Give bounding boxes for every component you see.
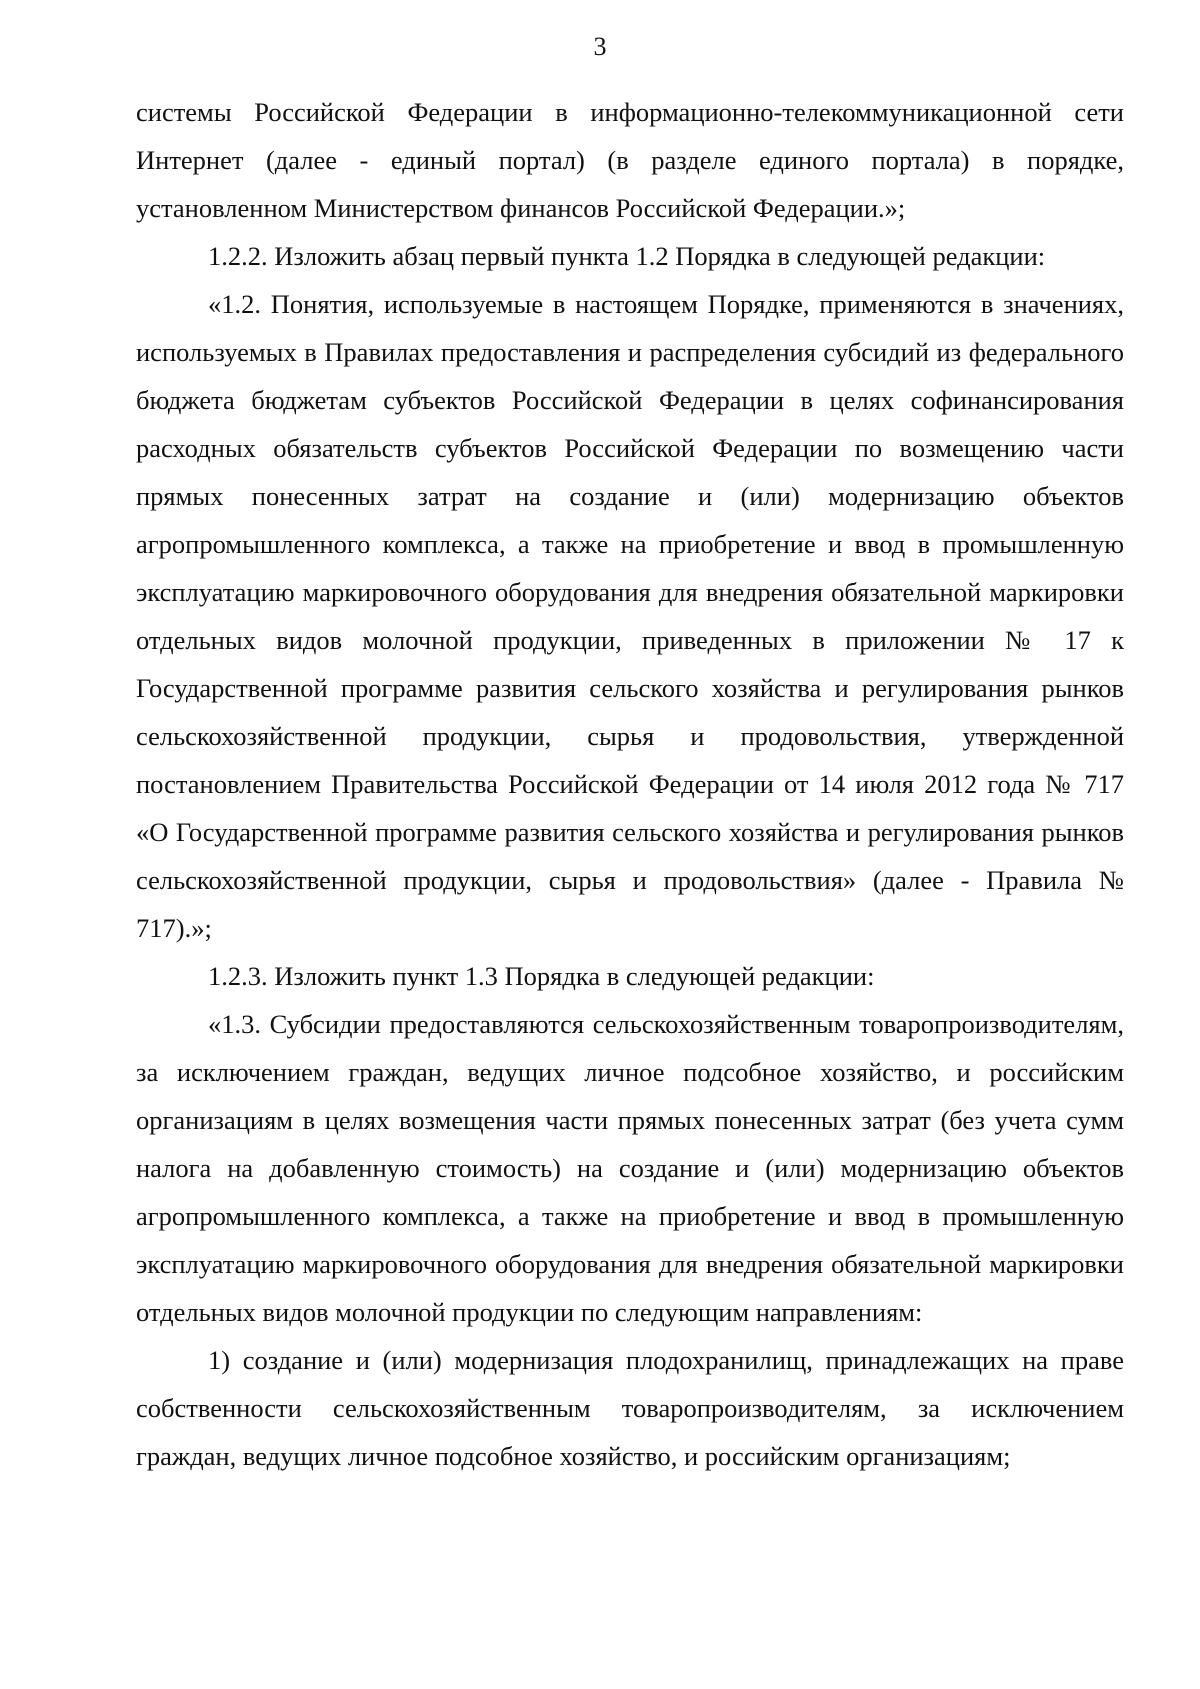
paragraph-list-item-1: 1) создание и (или) модернизация плодохранилищ, принадлежащих на праве собственности сельскохозяйственным товаропроизводителям, за исключением граждан, ведущих личное подсобное хозяйство, и российским организациям; [136,1345,1124,1471]
document-body [136,88,1124,1480]
paragraph-item-1-2-2: 1.2.2. Изложить абзац первый пункта 1.2 Порядка в следующей редакции: [208,241,1046,271]
paragraph-quote-1-3: «1.3. Субсидии предоставляются сельскохозяйственным товаропроизводителям, за исключением граждан, ведущих личное подсобное хозяйство, и российским организациям в целях возмещения части прямых понесенных затрат (без учета сумм налога на добавленную стоимость) на создание и (или) модернизацию объектов агропромышленного комплекса, а также на приобретение и ввод в промышленную эксплуатацию маркировочного оборудования для внедрения обязательной маркировки отдельных видов молочной продукции по следующим направлениям: [136,1009,1124,1327]
page-number: 3 [593,32,607,61]
paragraph-item-1-2-3: 1.2.3. Изложить пункт 1.3 Порядка в следующей редакции: [208,961,875,991]
paragraph-continuation: системы Российской Федерации в информационно-телекоммуникационной сети Интернет (далее - единый портал) (в разделе единого портала) в порядке, установленном Министерством финансов Российской Федерации.»; [136,97,1124,223]
paragraph-quote-1-2: «1.2. Понятия, используемые в настоящем Порядке, применяются в значениях, используемых в Правилах предоставления и распределения субсидий из федерального бюджета бюджетам субъектов Российской Федерации в целях софинансирования расходных обязательств субъектов Российской Федерации по возмещению части прямых понесенных затрат на создание и (или) модернизацию объектов агропромышленного комплекса, а также на приобретение и ввод в промышленную эксплуатацию маркировочного оборудования для внедрения обязательной маркировки отдельных видов молочной продукции, приведенных в приложении № 17 к Государственной программе развития сельского хозяйства и регулирования рынков сельскохозяйственной продукции, сырья и продовольствия, утвержденной постановлением Правительства Российской Федерации от 14 июля 2012 года № 717 «О Государственной программе развития сельского хозяйства и регулирования рынков сельскохозяйственной продукции, сырья и продовольствия» (далее - Правила № 717).»; [136,289,1124,943]
